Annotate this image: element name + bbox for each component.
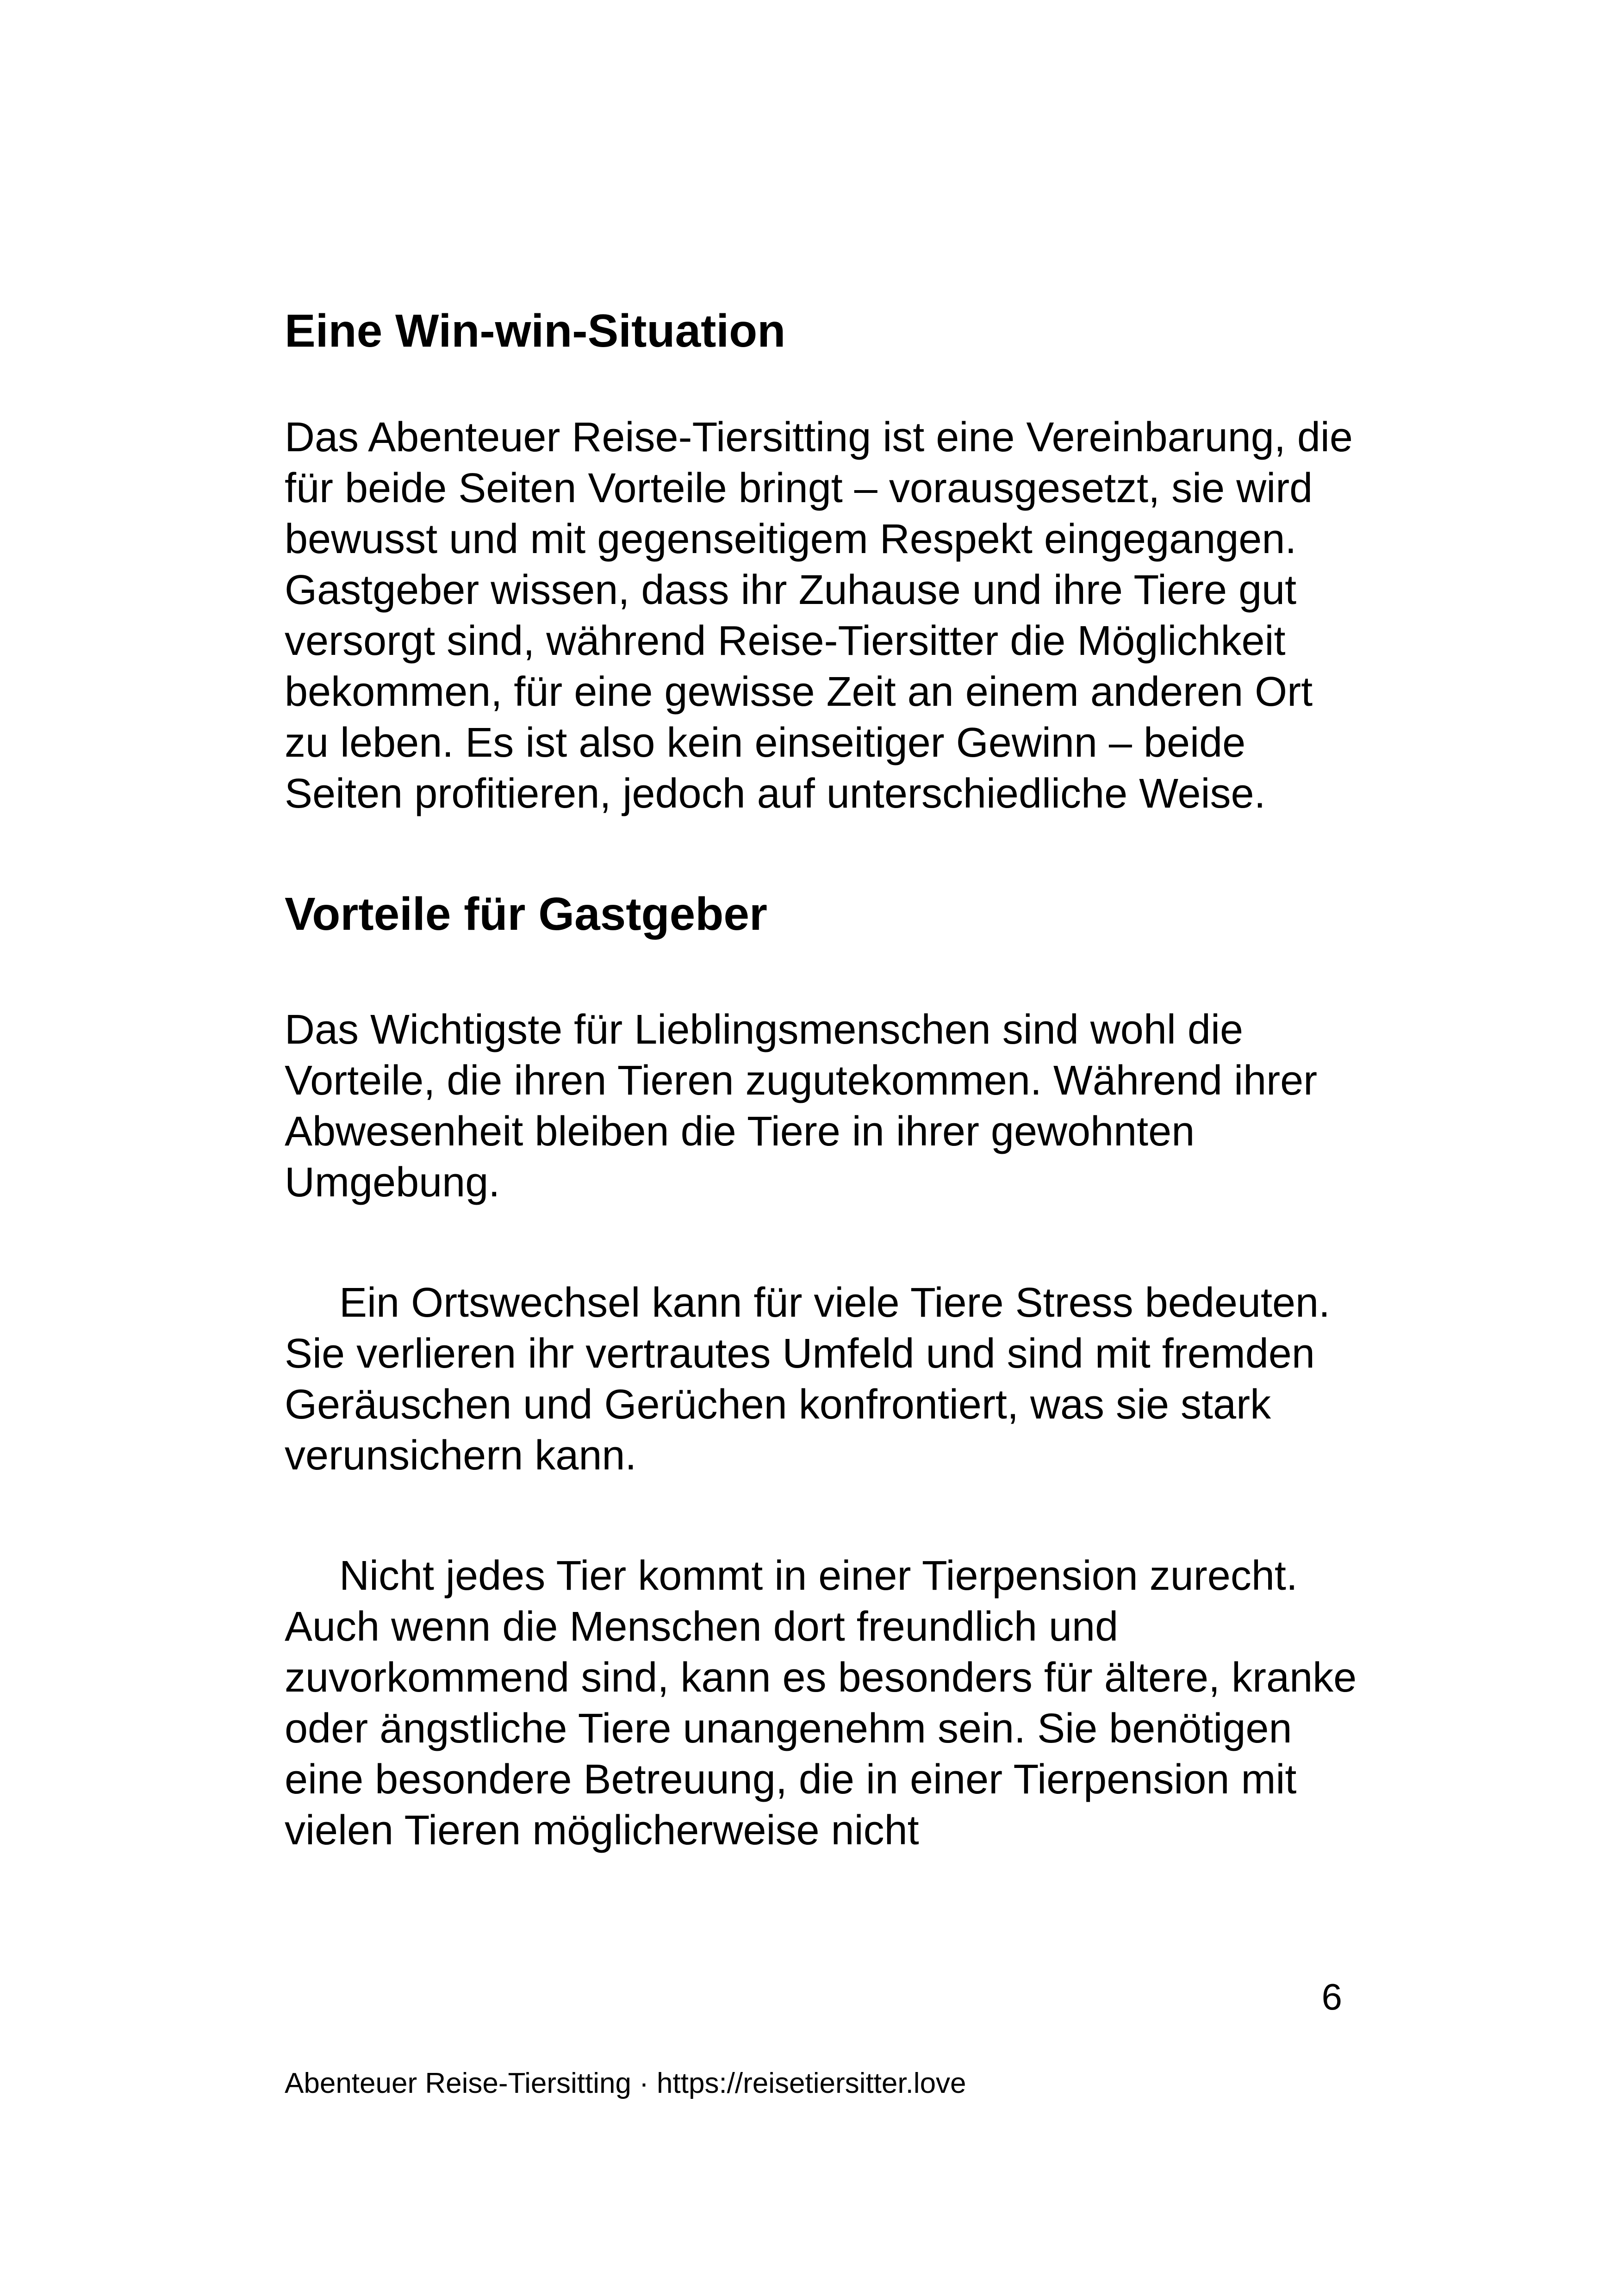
- paragraph-win-win: Das Abenteuer Reise-Tiersitting ist eine Vereinbarung, die für beide Seiten Vorteile bringt – vorausgesetzt, sie wird bewusst und mit gegenseitigem Respekt eingegangen. Gastgeber wissen, dass ihr Zuhause und ihre Tiere gut versorgt sind, während Reise-Tiersitter die Möglichkeit bekommen, für eine gewisse Zeit an einem anderen Ort zu leben. Es ist also kein einseitiger Gewinn – beide Seiten profitieren, jedoch auf unterschiedliche Weise.: [285, 414, 1353, 817]
- page-footer: Abenteuer Reise-Tiersitting · https://reisetiersitter.love: [285, 2067, 966, 2099]
- section-heading-win-win: Eine Win-win-Situation: [285, 305, 786, 357]
- paragraph-ortswechsel: Ein Ortswechsel kann für viele Tiere Stress bedeuten. Sie verlieren ihr vertrautes Umfeld und sind mit fremden Geräuschen und Gerüchen konfrontiert, was sie stark verunsichern kann.: [285, 1280, 1331, 1479]
- paragraph-tierpension: Nicht jedes Tier kommt in einer Tierpension zurecht. Auch wenn die Menschen dort freundlich und zuvorkommend sind, kann es besonders für ältere, kranke oder ängstliche Tiere unangenehm sein. Sie benötigen eine besondere Betreuung, die in einer Tierpension mit vielen Tieren möglicherweise nicht: [285, 1553, 1357, 1854]
- page-content: [285, 303, 1363, 1856]
- paragraph-vorteile-intro: Das Wichtigste für Lieblingsmenschen sind wohl die Vorteile, die ihren Tieren zugutekommen. Während ihrer Abwesenheit bleiben die Tiere in ihrer gewohnten Umgebung.: [285, 1007, 1318, 1206]
- section-heading-vorteile-gastgeber: Vorteile für Gastgeber: [285, 888, 767, 940]
- page-number: 6: [1321, 1976, 1342, 2017]
